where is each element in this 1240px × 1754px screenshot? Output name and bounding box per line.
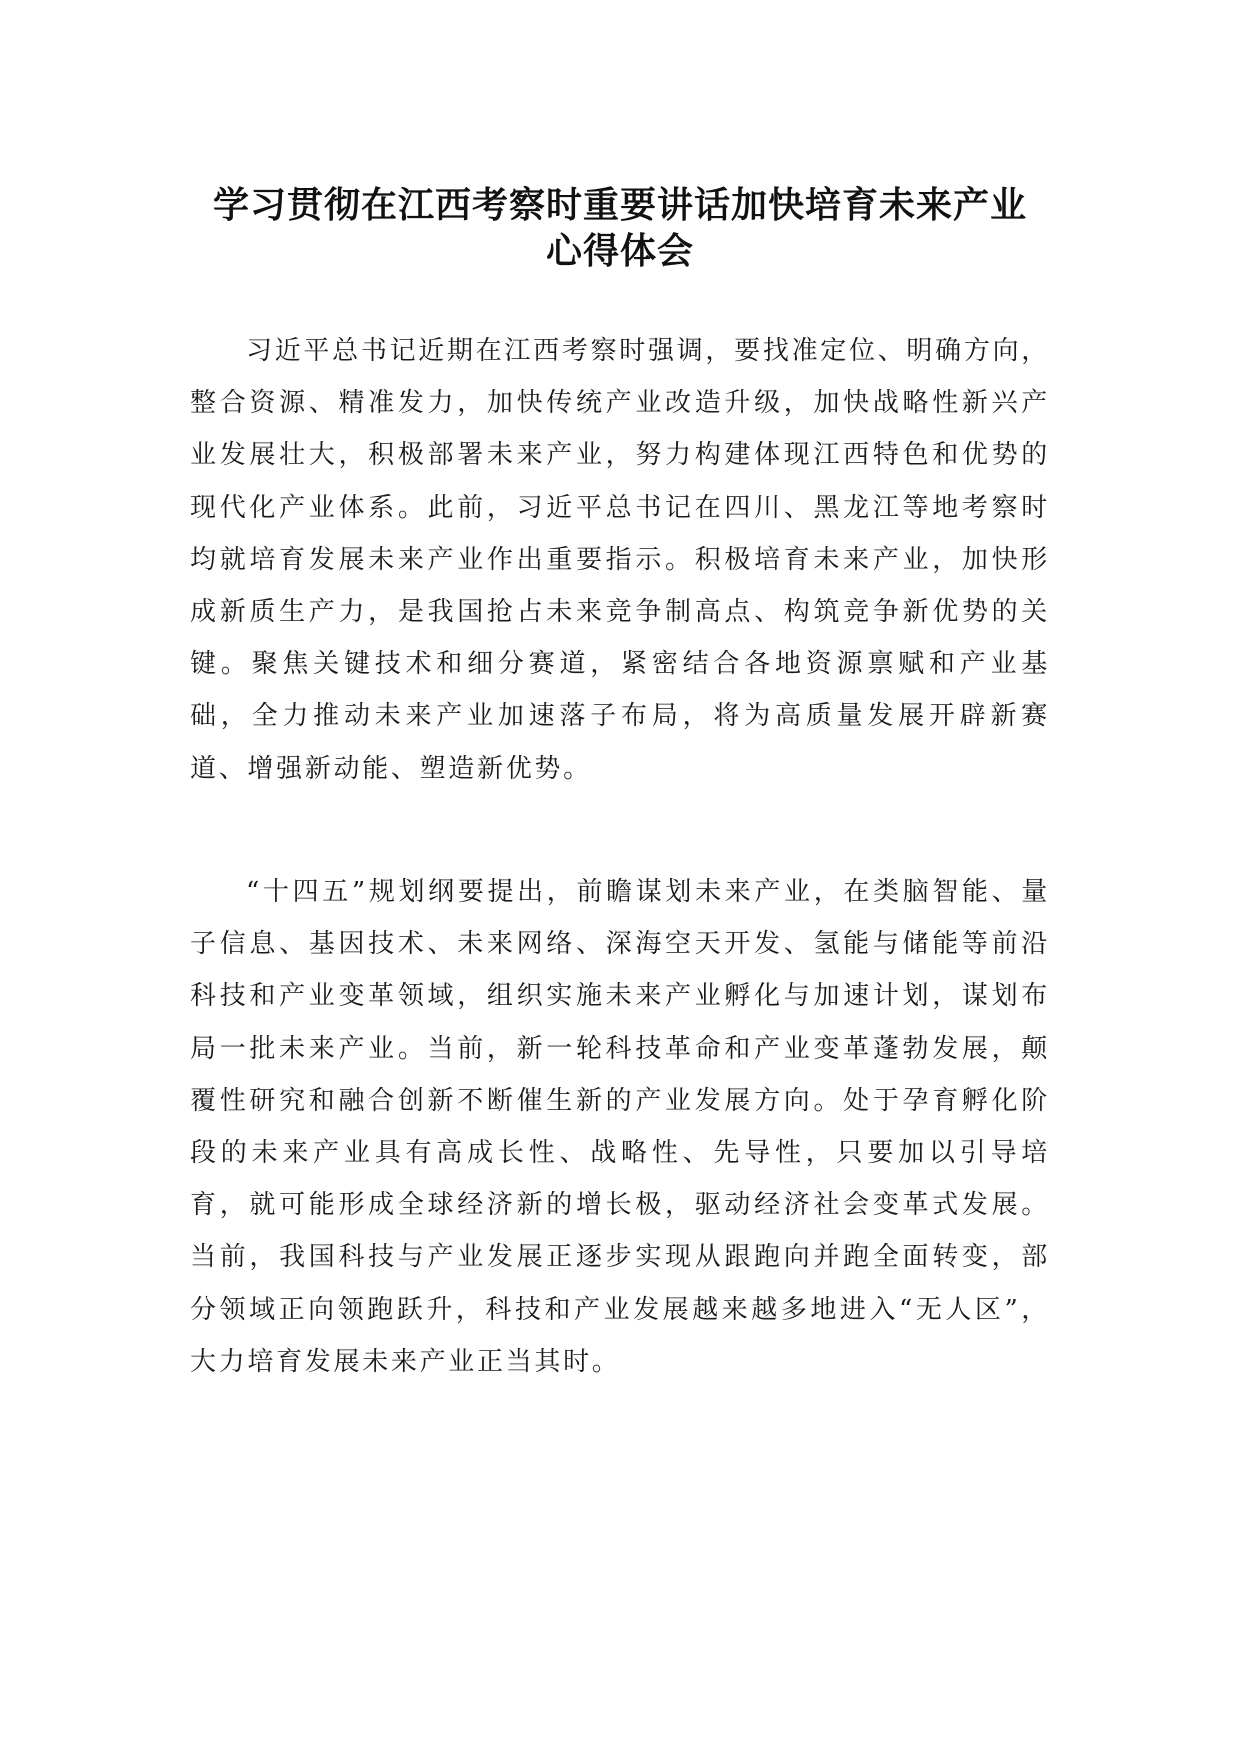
body-paragraph-2: “十四五”规划纲要提出，前瞻谋划未来产业，在类脑智能、量子信息、基因技术、未来网络、深海空天开发、氢能与储能等前沿科技和产业变革领域，组织实施未来产业孵化与加速计划，谋划布局一批未来产业。当前，新一轮科技革命和产业变革蓬勃发展，颠覆性研究和融合创新不断催生新的产业发展方向。处于孕育孵化阶段的未来产业具有高成长性、战略性、先导性，只要加以引导培育，就可能形成全球经济新的增长极，驱动经济社会变革式发展。当前，我国科技与产业发展正逐步实现从跟跑向并跑全面转变，部分领域正向领跑跃升，科技和产业发展越来越多地进入“无人区”，大力培育发展未来产业正当其时。	[190, 877, 1050, 1377]
document-title-line-1: 学习贯彻在江西考察时重要讲话加快培育未来产业	[212, 185, 1027, 226]
body-paragraph-1: 习近平总书记近期在江西考察时强调，要找准定位、明确方向，整合资源、精准发力，加快传统产业改造升级，加快战略性新兴产业发展壮大，积极部署未来产业，努力构建体现江西特色和优势的现代化产业体系。此前，习近平总书记在四川、黑龙江等地考察时均就培育发展未来产业作出重要指示。积极培育未来产业，加快形成新质生产力，是我国抢占未来竞争制高点、构筑竞争新优势的关键。聚焦关键技术和细分赛道，紧密结合各地资源禀赋和产业基础，全力推动未来产业加速落子布局，将为高质量发展开辟新赛道、增强新动能、塑造新优势。	[190, 336, 1050, 784]
document-title-line-2: 心得体会	[545, 231, 694, 272]
document-title	[150, 183, 1090, 275]
